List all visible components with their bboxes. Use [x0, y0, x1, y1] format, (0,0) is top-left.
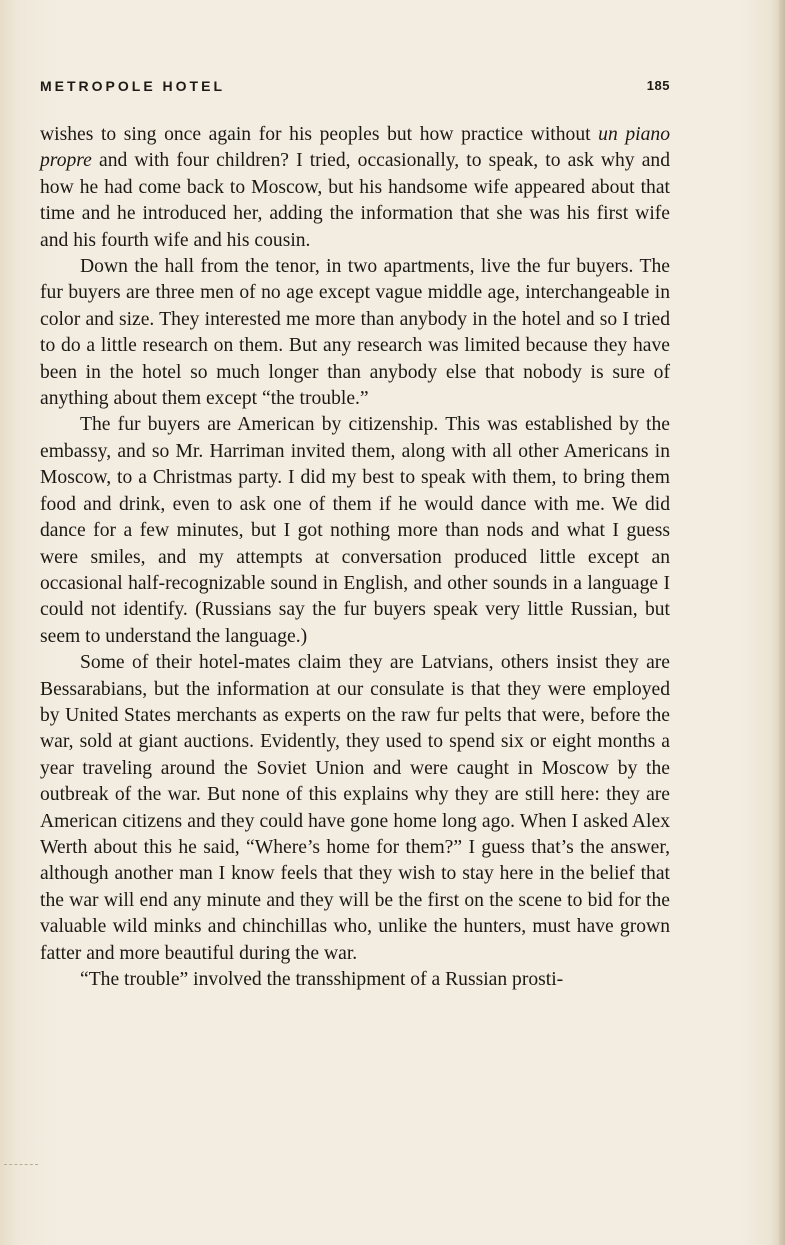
italic-phrase: un piano propre	[40, 124, 671, 172]
running-head: METROPOLE HOTEL	[40, 78, 225, 94]
body-text	[40, 122, 670, 993]
page-header	[40, 78, 670, 100]
paragraph-1-text: wishes to sing once again for his peoples but how practice without	[40, 124, 599, 145]
paragraph-2: Down the hall from the tenor, in two apartments, live the fur buyers. The fur buyers are three men of no age except vague middle age, interchangeable in color and size. They interested me more than anybody in the hotel and so I tried to do a little research on them. But any research was limited because they have been in the hotel so much longer than anybody else that nobody is sure of anything about them except “the trouble.”	[40, 256, 670, 410]
paragraph-3: The fur buyers are American by citizenship. This was established by the embassy, and so Mr. Harriman invited them, along with all other Americans in Moscow, to a Christmas party. I did my best to speak with them, to bring them food and drink, even to ask one of them if he would dance with me. We did dance for a few minutes, but I got nothing more than nods and what I guess were smiles, and my attempts at conversation produced little except an occasional half-recognizable sound in English, and other sounds in a language I could not identify. (Russians say the fur buyers speak very little Russian, but seem to understand the language.)	[40, 414, 670, 647]
paragraph-1	[40, 122, 670, 254]
paragraph-5: “The trouble” involved the transshipment of a Russian prosti-	[80, 969, 564, 990]
margin-mark	[4, 1160, 38, 1165]
page-number: 185	[646, 78, 670, 93]
page-edge	[779, 0, 785, 1245]
paragraph-4: Some of their hotel-mates claim they are Latvians, others insist they are Bessarabians, but the information at our consulate is that they were employed by United States merchants as experts on the raw fur pelts that were, before the war, sold at giant auctions. Evidently, they used to spend six or eight months a year traveling around the Soviet Union and were caught in Moscow by the outbreak of the war. But none of this explains why they are still here: they are American citizens and they could have gone home long ago. When I asked Alex Werth about this he said, “Where’s home for them?” I guess that’s the answer, although another man I know feels that they wish to stay here in the belief that the war will end any minute and they will be the first on the scene to bid for the valuable wild minks and chinchillas who, unlike the hunters, must have grown fatter and more beautiful during the war.	[40, 652, 670, 964]
paragraph-1-text-cont: and with four children? I tried, occasionally, to speak, to ask why and how he had come back to Moscow, but his handsome wife appeared about that time and he introduced her, adding the information that she was his first wife and his fourth wife and his cousin.	[40, 150, 670, 251]
